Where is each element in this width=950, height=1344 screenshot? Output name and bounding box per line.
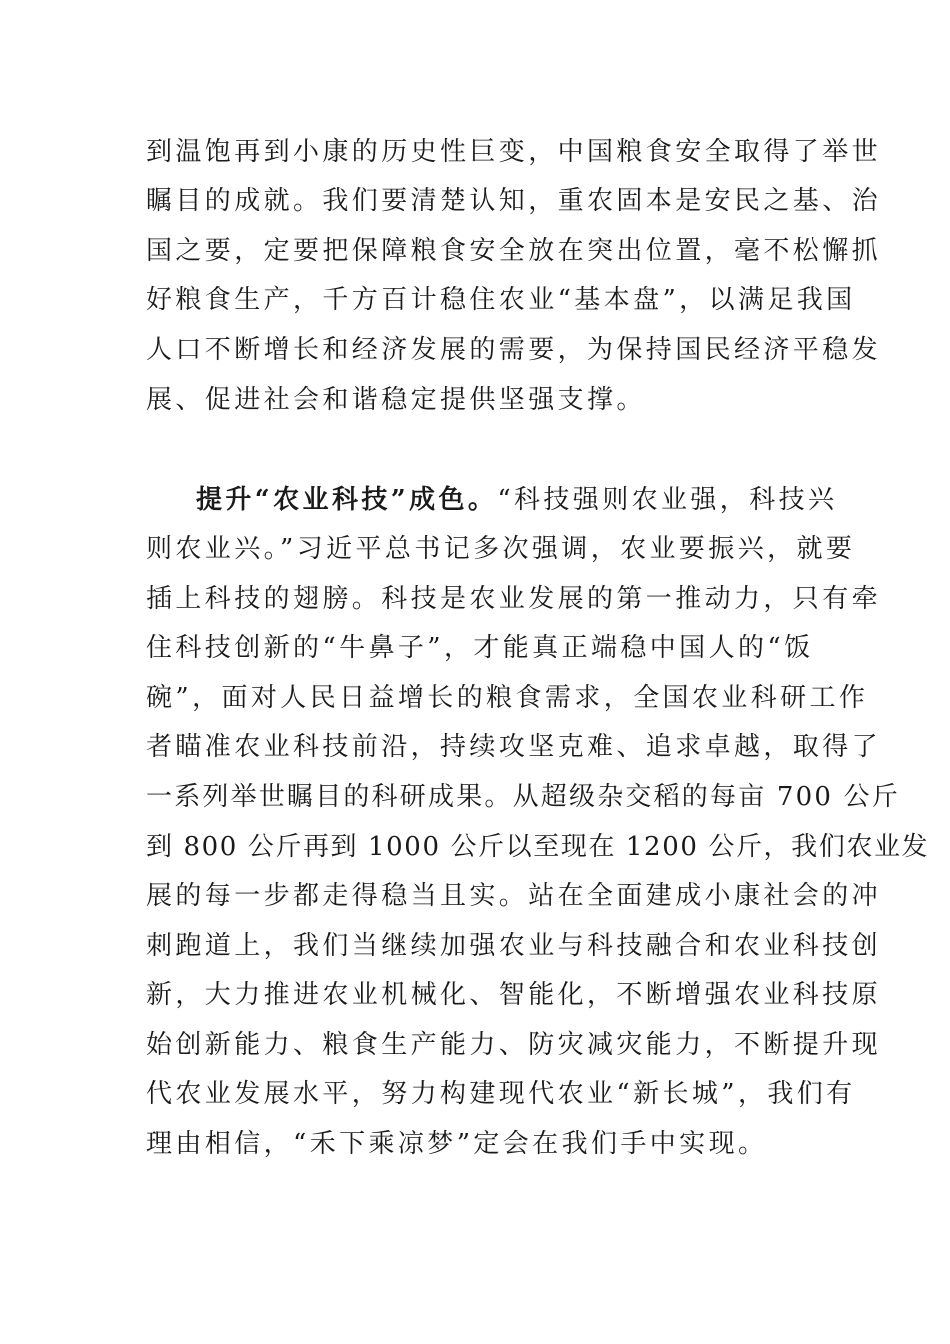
paragraph-2-line-13: 代农业发展水平，努力构建现代农业“新长城”，我们有 [146, 1079, 856, 1109]
paragraph-2-line-6: 者瞄准农业科技前沿，持续攻坚克难、追求卓越，取得了 [146, 732, 882, 762]
paragraph-2-line-2: 则农业兴。”习近平总书记多次强调，农业要振兴，就要 [146, 534, 856, 564]
paragraph-2-line-10: 刺跑道上，我们当继续加强农业与科技融合和农业科技创 [146, 931, 882, 961]
paragraph-2-line-12: 始创新能力、粮食生产能力、防灾减灾能力，不断提升现 [146, 1030, 882, 1060]
paragraph-1-line-2: 瞩目的成就。我们要清楚认知，重农固本是安民之基、治 [146, 186, 882, 216]
paragraph-2-line-5: 碗”，面对人民日益增长的粮食需求，全国农业科研工作 [146, 683, 869, 713]
paragraph-1-line-1: 到温饱再到小康的历史性巨变，中国粮食安全取得了举世 [146, 137, 882, 167]
paragraph-2-line-1-rest: “科技强则农业强，科技兴 [497, 485, 838, 515]
paragraph-1-line-6: 展、促进社会和谐稳定提供坚强支撑。 [146, 385, 646, 415]
paragraph-2-line-8: 到 800 公斤再到 1000 公斤以至现在 1200 公斤，我们农业发 [146, 832, 930, 862]
paragraph-2-line-4: 住科技创新的“牛鼻子”，才能真正端稳中国人的“饭 [146, 633, 814, 663]
paragraph-2-line-1 [196, 484, 837, 516]
paragraph-1-line-4: 好粮食生产，千方百计稳住农业“基本盘”，以满足我国 [146, 285, 856, 315]
paragraph-2-line-7: 一系列举世瞩目的科研成果。从超级杂交稻的每亩 700 公斤 [146, 782, 900, 812]
paragraph-1-line-5: 人口不断增长和经济发展的需要，为保持国民经济平稳发 [146, 335, 882, 365]
paragraph-2-line-3: 插上科技的翅膀。科技是农业发展的第一推动力，只有牵 [146, 584, 882, 614]
paragraph-2-line-11: 新，大力推进农业机械化、智能化，不断增强农业科技原 [146, 980, 882, 1010]
paragraph-2-heading: 提升“农业科技”成色。 [196, 485, 498, 515]
paragraph-2-line-14: 理由相信，“禾下乘凉梦”定会在我们手中实现。 [146, 1129, 768, 1159]
paragraph-2-line-9: 展的每一步都走得稳当且实。站在全面建成小康社会的冲 [146, 881, 882, 911]
paragraph-1-line-3: 国之要，定要把保障粮食安全放在突出位置，毫不松懈抓 [146, 236, 882, 266]
